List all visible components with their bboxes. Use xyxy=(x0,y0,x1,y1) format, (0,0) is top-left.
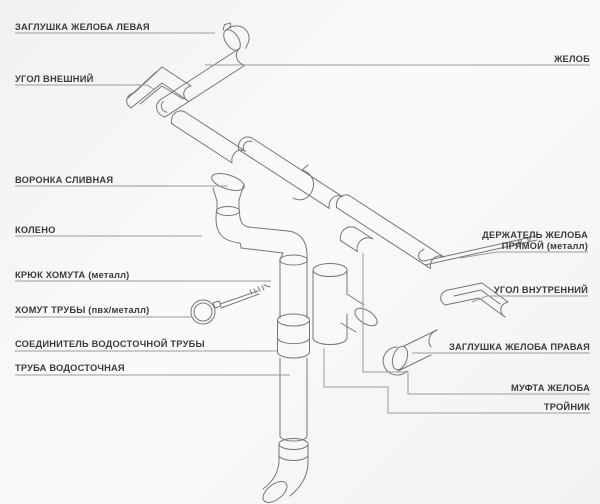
label-tee: ТРОЙНИК xyxy=(543,402,590,412)
part-cap-left-drawing xyxy=(217,16,254,55)
part-gutter-wing-drawing xyxy=(153,48,249,118)
label-cap-left: ЗАГЛУШКА ЖЕЛОБА ЛЕВАЯ xyxy=(15,22,150,32)
label-corner-inner: УГОЛ ВНУТРЕННИЙ xyxy=(493,285,588,295)
label-gutter-holder-line1: ДЕРЖАТЕЛЬ ЖЕЛОБА xyxy=(482,230,588,240)
leader-corner-inner xyxy=(472,296,588,302)
label-downpipe: ТРУБА ВОДОСТОЧНАЯ xyxy=(15,363,125,373)
leader-lines xyxy=(15,33,590,413)
part-gutter-segment3-drawing xyxy=(334,192,444,272)
part-cap-right-drawing xyxy=(383,330,437,375)
label-corner-outer: УГОЛ ВНЕШНИЙ xyxy=(15,74,94,84)
label-pipe-clamp: ХОМУТ ТРУБЫ (пвх/металл) xyxy=(15,305,150,315)
part-corner-outer-drawing xyxy=(127,67,191,108)
label-pipe-connector: СОЕДИНИТЕЛЬ ВОДОСТОЧНОЙ ТРУБЫ xyxy=(15,339,205,349)
label-cap-right: ЗАГЛУШКА ЖЕЛОБА ПРАВАЯ xyxy=(448,342,590,352)
part-elbow-drawing xyxy=(216,207,307,266)
leader-gutter-coupling xyxy=(363,253,590,394)
part-tee-drawing xyxy=(313,264,380,345)
part-holder-hook-drawing xyxy=(293,165,314,200)
label-funnel: ВОРОНКА СЛИВНАЯ xyxy=(15,175,114,185)
part-pipe-clamp-drawing xyxy=(191,285,270,324)
leader-corner-outer xyxy=(15,85,155,90)
label-clamp-hook: КРЮК ХОМУТА (металл) xyxy=(15,270,130,280)
part-downpipe-drawing xyxy=(259,260,309,504)
label-elbow: КОЛЕНО xyxy=(15,225,56,235)
part-gutter-segment2-drawing xyxy=(236,134,343,212)
part-funnel-drawing xyxy=(210,170,247,210)
part-gutter-segment1-drawing xyxy=(169,108,245,166)
label-gutter: ЖЕЛОБ xyxy=(553,54,590,64)
label-gutter-holder-line2: ПРЯМОЙ (металл) xyxy=(501,241,588,251)
label-gutter-coupling: МУФТА ЖЕЛОБА xyxy=(511,383,590,393)
